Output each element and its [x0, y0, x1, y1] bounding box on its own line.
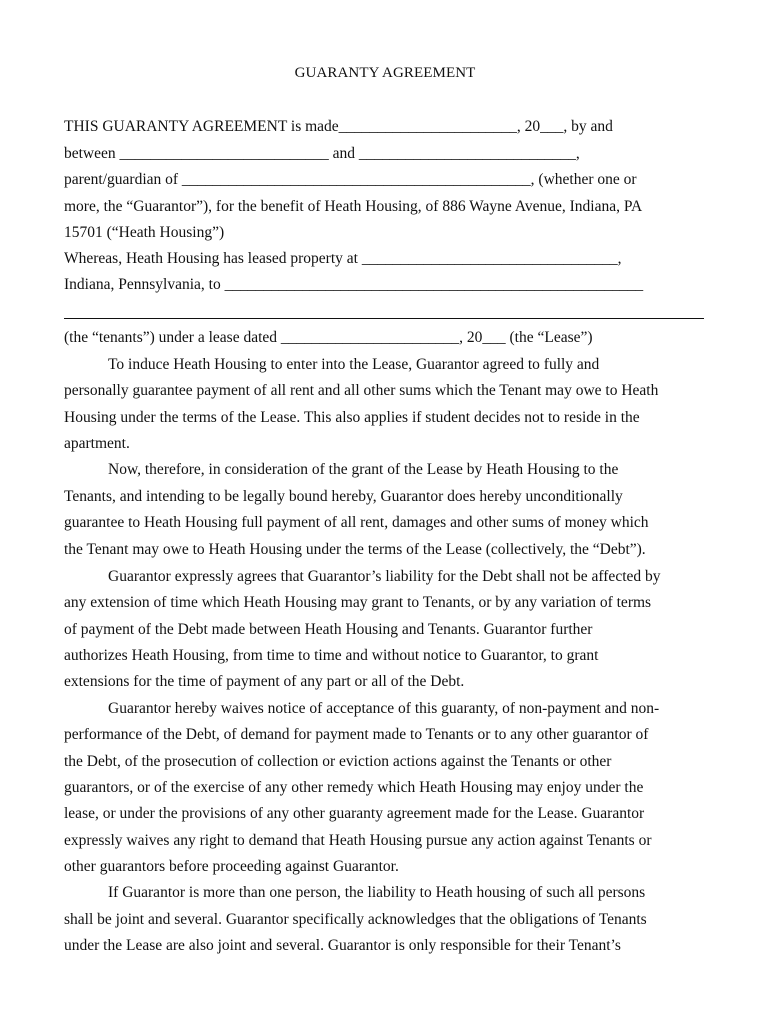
paragraph-first-line: Guarantor hereby waives notice of acceptance of this guaranty, of non-payment and non-	[108, 700, 660, 717]
text-line: other guarantors before proceeding against Guarantor.	[64, 858, 399, 875]
text-line: personally guarantee payment of all rent and all other sums which the Tenant may owe to Heath	[64, 382, 659, 399]
paragraph-first-line: If Guarantor is more than one person, the liability to Heath housing of such all persons	[108, 884, 646, 901]
document-title: GUARANTY AGREEMENT	[294, 65, 476, 81]
text-line: parent/guardian of _____________________________________________, (whether one or	[64, 171, 637, 188]
text-line: 15701 (“Heath Housing”)	[64, 224, 225, 241]
paragraph-first-line: Now, therefore, in consideration of the grant of the Lease by Heath Housing to the	[108, 461, 619, 478]
text-line: the Tenant may owe to Heath Housing under the terms of the Lease (collectively, the “Debt”).	[64, 541, 646, 558]
text-line: authorizes Heath Housing, from time to time and without notice to Guarantor, to grant	[64, 647, 599, 664]
text-line: any extension of time which Heath Housing may grant to Tenants, or by any variation of terms	[64, 594, 652, 611]
paragraph-first-line: To induce Heath Housing to enter into the Lease, Guarantor agreed to fully and	[108, 356, 600, 373]
text-line: guarantee to Heath Housing full payment of all rent, damages and other sums of money which	[64, 514, 649, 531]
text-line: (the “tenants”) under a lease dated _______________________, 20___ (the “Lease”)	[64, 329, 593, 346]
text-line: Indiana, Pennsylvania, to ______________________________________________________	[64, 276, 644, 293]
text-line: Housing under the terms of the Lease. This also applies if student decides not to reside in the	[64, 409, 640, 426]
text-line: of payment of the Debt made between Heath Housing and Tenants. Guarantor further	[64, 621, 593, 638]
text-line: apartment.	[64, 435, 130, 452]
text-line: between ___________________________ and ____________________________,	[64, 145, 580, 162]
text-line: guarantors, or of the exercise of any other remedy which Heath Housing may enjoy under the	[64, 779, 644, 796]
paragraph-first-line: Guarantor expressly agrees that Guarantor’s liability for the Debt shall not be affected by	[108, 568, 661, 585]
text-line: Whereas, Heath Housing has leased property at _________________________________,	[64, 250, 622, 267]
text-line: extensions for the time of payment of any part or all of the Debt.	[64, 673, 465, 690]
text-line: more, the “Guarantor”), for the benefit of Heath Housing, of 886 Wayne Avenue, Indiana, PA	[64, 198, 643, 215]
text-line: expressly waives any right to demand that Heath Housing pursue any action against Tenants or	[64, 832, 652, 849]
text-line: under the Lease are also joint and several. Guarantor is only responsible for their Tenant’s	[64, 937, 621, 954]
text-line: performance of the Debt, of demand for payment made to Tenants or to any other guarantor of	[64, 726, 649, 743]
blank-rule-line	[64, 318, 704, 319]
text-line: lease, or under the provisions of any other guaranty agreement made for the Lease. Guarantor	[64, 805, 645, 822]
text-line: Tenants, and intending to be legally bound hereby, Guarantor does hereby unconditionally	[64, 488, 623, 505]
text-line: the Debt, of the prosecution of collection or eviction actions against the Tenants or other	[64, 753, 612, 770]
text-line: shall be joint and several. Guarantor specifically acknowledges that the obligations of Tenants	[64, 911, 647, 928]
text-line: THIS GUARANTY AGREEMENT is made_______________________, 20___, by and	[64, 118, 613, 135]
